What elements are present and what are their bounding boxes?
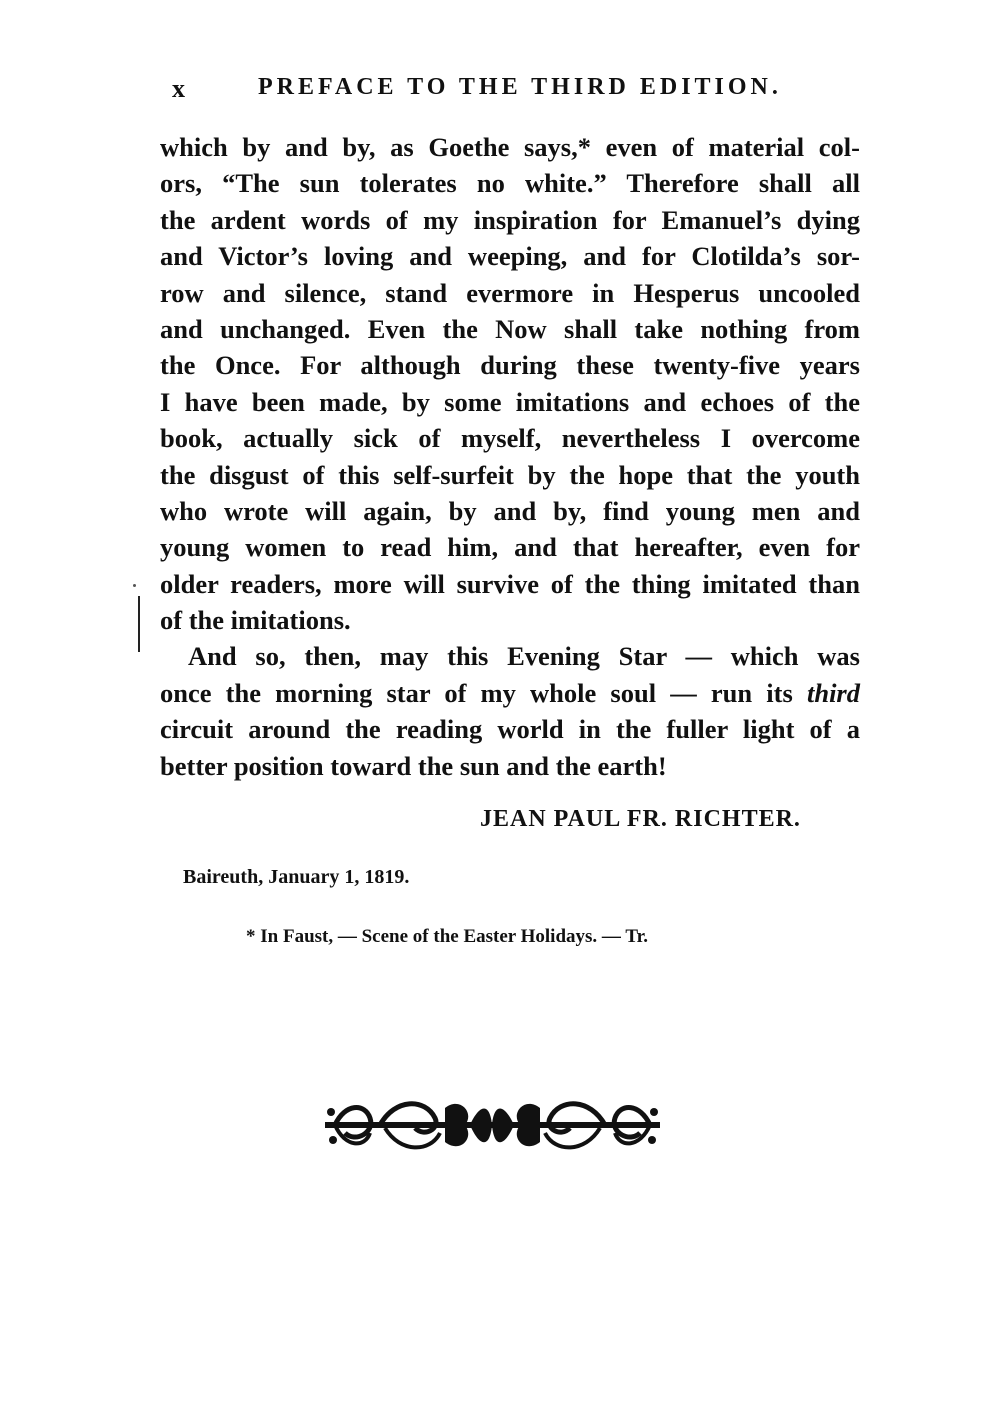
text-line: which by and by, as Goethe says,* even of material col- — [160, 132, 860, 162]
text-line: book, actually sick of myself, nevertheless I overcome — [160, 423, 860, 454]
page-title: PREFACE TO THE THIRD EDITION. — [258, 74, 782, 100]
paragraph-line — [160, 675, 860, 711]
text-line: who wrote will again, by and by, find young men and — [160, 495, 860, 526]
text-line: and Victor’s loving and weeping, and for Clotilda’s sor- — [160, 241, 860, 272]
running-head — [172, 72, 812, 112]
margin-mark — [138, 596, 140, 652]
floral-ornament-icon — [325, 1098, 660, 1154]
text-line: ors, “The sun tolerates no white.” Therefore shall all — [160, 168, 860, 199]
paragraph-line: circuit around the reading world in the fuller light of a — [160, 714, 860, 745]
text-line: the ardent words of my inspiration for Emanuel’s dying — [160, 204, 860, 235]
margin-dot — [133, 584, 136, 587]
author-signature: JEAN PAUL FR. RICHTER. — [480, 806, 801, 832]
italic-word: third — [806, 677, 860, 708]
paragraph-line: better position toward the sun and the earth! — [160, 750, 667, 781]
paragraph-line: And so, then, may this Evening Star — which was — [188, 641, 860, 672]
text-line: of the imitations. — [160, 605, 351, 636]
page-numeral: x — [172, 74, 189, 103]
text-line: the Once. For although during these twenty-five years — [160, 350, 860, 381]
text-line: and unchanged. Even the Now shall take nothing from — [160, 313, 860, 344]
text-line: I have been made, by some imitations and echoes of the — [160, 386, 860, 417]
text-line: the disgust of this self-surfeit by the hope that the youth — [160, 459, 860, 490]
text-line: young women to read him, and that hereafter, even for — [160, 532, 860, 563]
text-line: older readers, more will survive of the thing imitated than — [160, 568, 860, 599]
dateline: Baireuth, January 1, 1819. — [183, 866, 410, 888]
paragraph-line-text: once the morning star of my whole soul — run its — [160, 677, 807, 708]
footnote: * In Faust, — Scene of the Easter Holidays. — Tr. — [246, 926, 649, 947]
preface-text — [160, 129, 860, 784]
text-line: row and silence, stand evermore in Hesperus uncooled — [160, 277, 860, 308]
